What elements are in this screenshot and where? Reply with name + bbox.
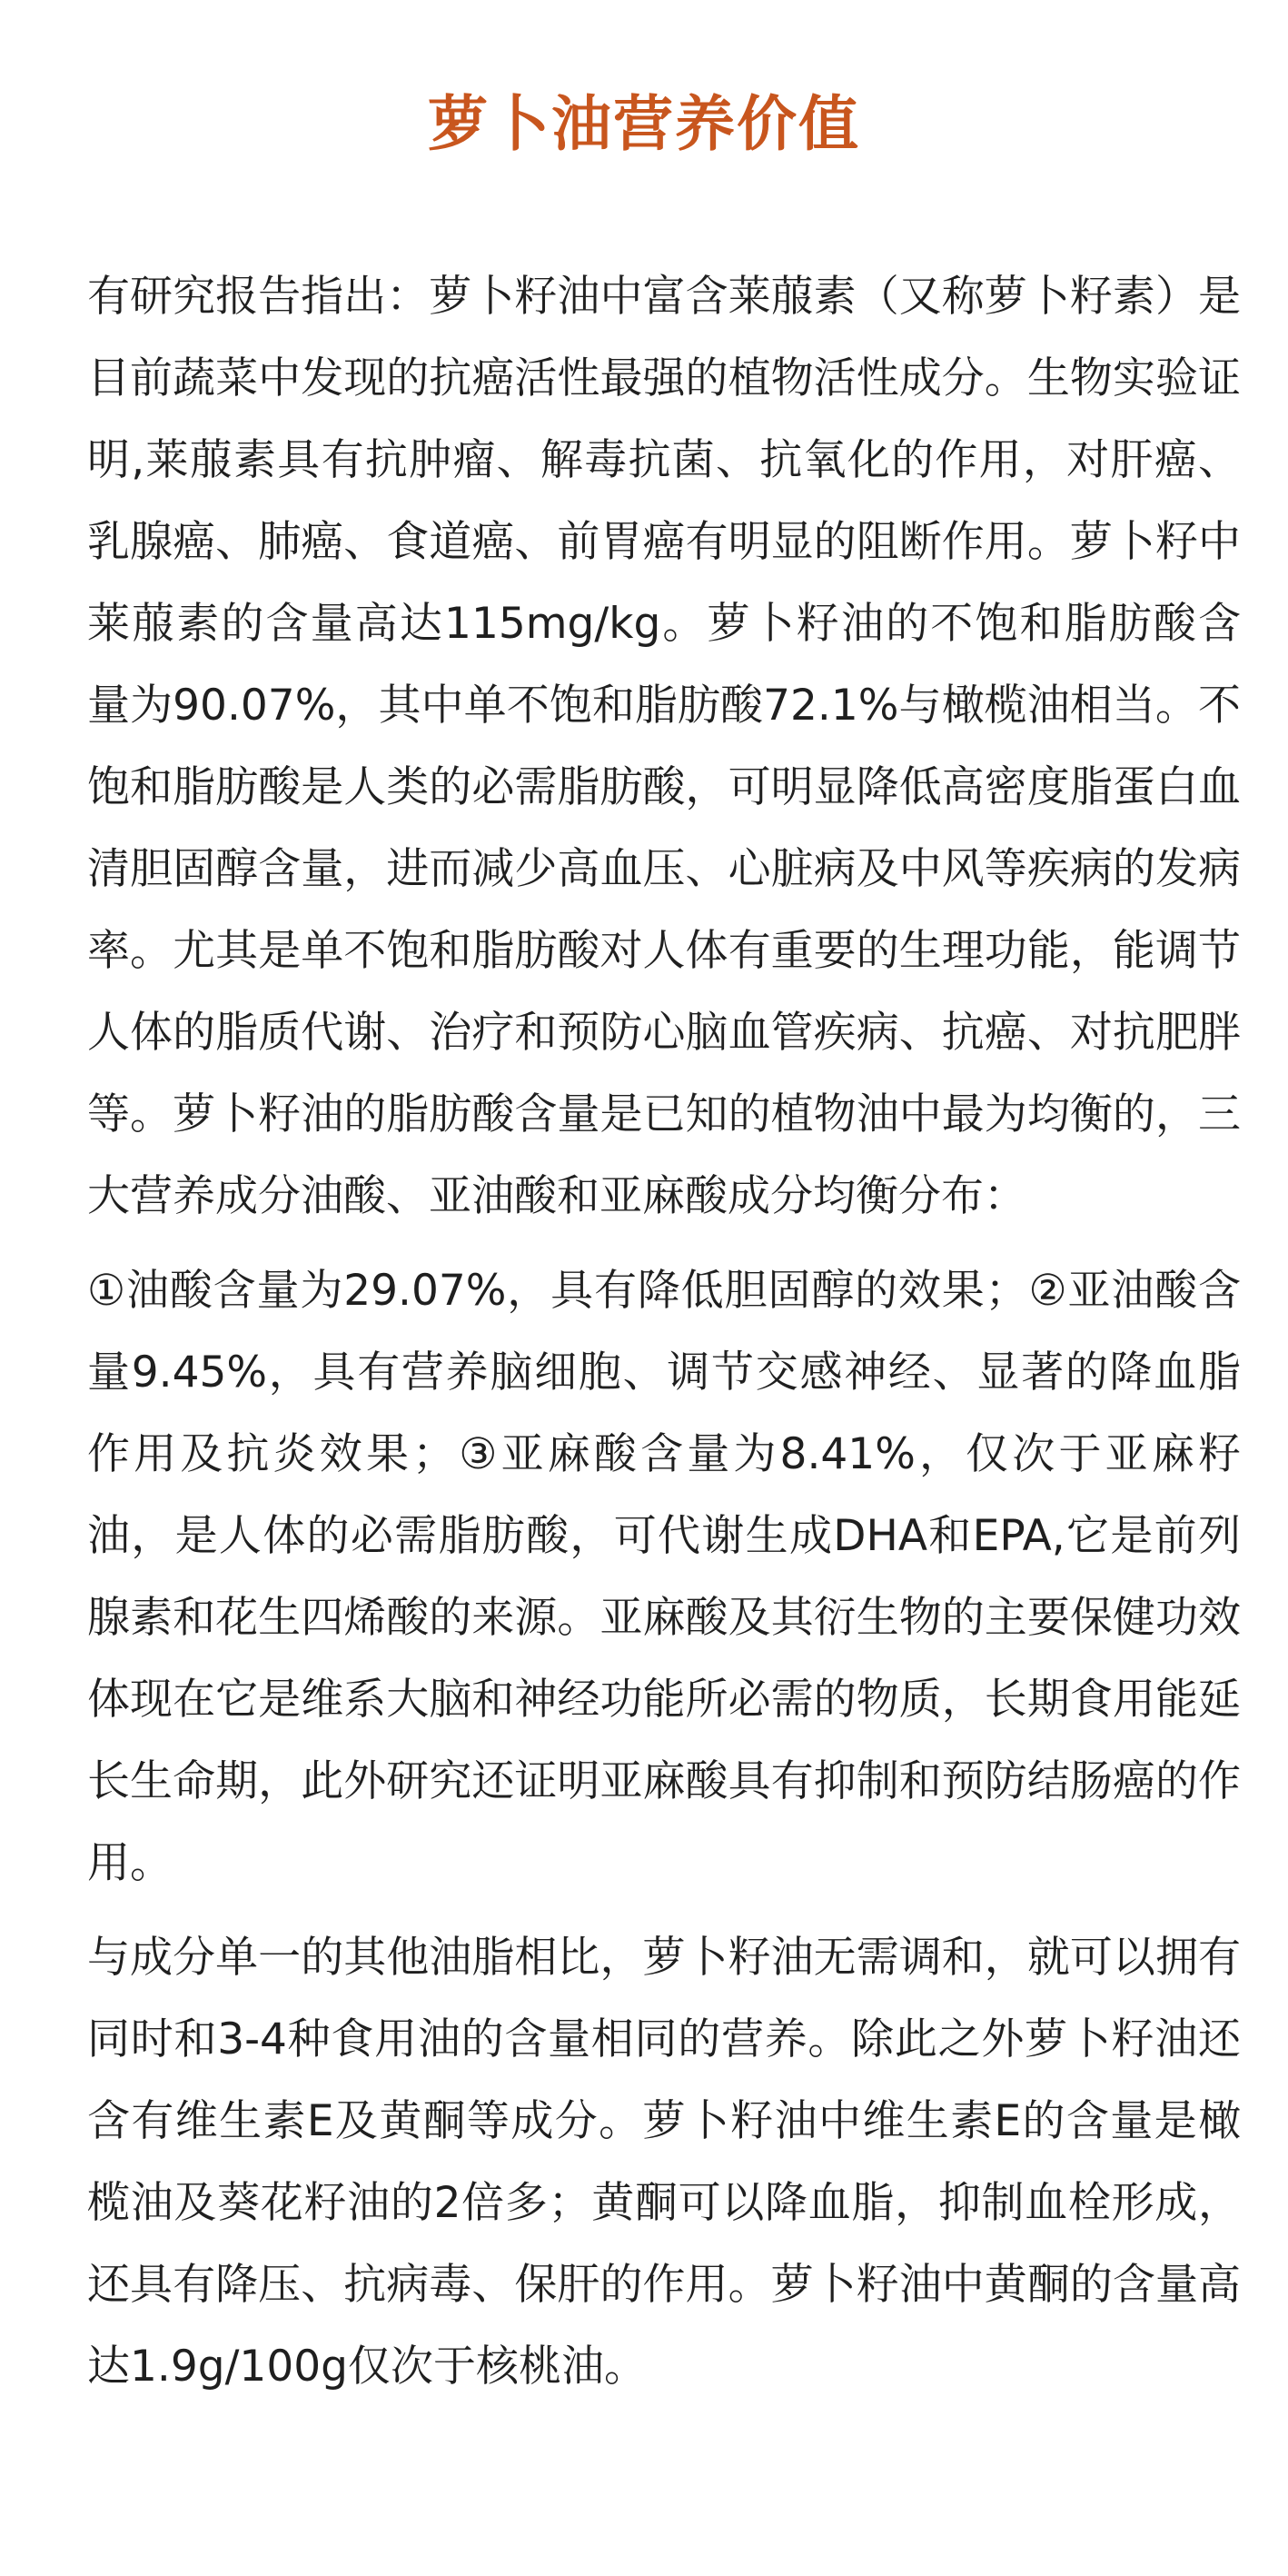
page-title: 萝卜油营养价值 <box>428 89 860 159</box>
paragraph-fatty-acid-breakdown: ①油酸含量为29.07%，具有降低胆固醇的效果；②亚油酸含量9.45%，具有营养脑细胞、调节交感神经、显著的降血脂作用及抗炎效果；③亚麻酸含量为8.41%，仅次于亚麻籽油，是人体的必需脂肪酸，可代谢生成DHA和EPA,它是前列腺素和花生四烯酸的来源。亚麻酸及其衍生物的主要保健功效体现在它是维系大脑和神经功能所必需的物质，长期食用能延长生命期，此外研究还证明亚麻酸具有抑制和预防结肠癌的作用。 <box>87 1266 1241 1888</box>
paragraph-comparison-other-oils: 与成分单一的其他油脂相比，萝卜籽油无需调和，就可以拥有同时和3-4种食用油的含量相同的营养。除此之外萝卜籽油还含有维生素E及黄酮等成分。萝卜籽油中维生素E的含量是橄榄油及葵花籽油的2倍多；黄酮可以降血脂，抑制血栓形成，还具有降压、抗病毒、保肝的作用。萝卜籽油中黄酮的含量高达1.9g/100g仅次于核桃油。 <box>87 1933 1241 2392</box>
article-body <box>87 256 1241 2408</box>
paragraph-radish-seed-oil-anticancer: 有研究报告指出：萝卜籽油中富含莱菔素（又称萝卜籽素）是目前蔬菜中发现的抗癌活性最强的植物活性成分。生物实验证明,莱菔素具有抗肿瘤、解毒抗菌、抗氧化的作用，对肝癌、乳腺癌、肺癌、食道癌、前胃癌有明显的阻断作用。萝卜籽中莱菔素的含量高达115mg/kg。萝卜籽油的不饱和脂肪酸含量为90.07%，其中单不饱和脂肪酸72.1%与橄榄油相当。不饱和脂肪酸是人类的必需脂肪酸，可明显降低高密度脂蛋白血清胆固醇含量，进而减少高血压、心脏病及中风等疾病的发病率。尤其是单不饱和脂肪酸对人体有重要的生理功能，能调节人体的脂质代谢、治疗和预防心脑血管疾病、抗癌、对抗肥胖等。萝卜籽油的脂肪酸含量是已知的植物油中最为均衡的，三大营养成分油酸、亚油酸和亚麻酸成分均衡分布： <box>87 272 1241 1221</box>
